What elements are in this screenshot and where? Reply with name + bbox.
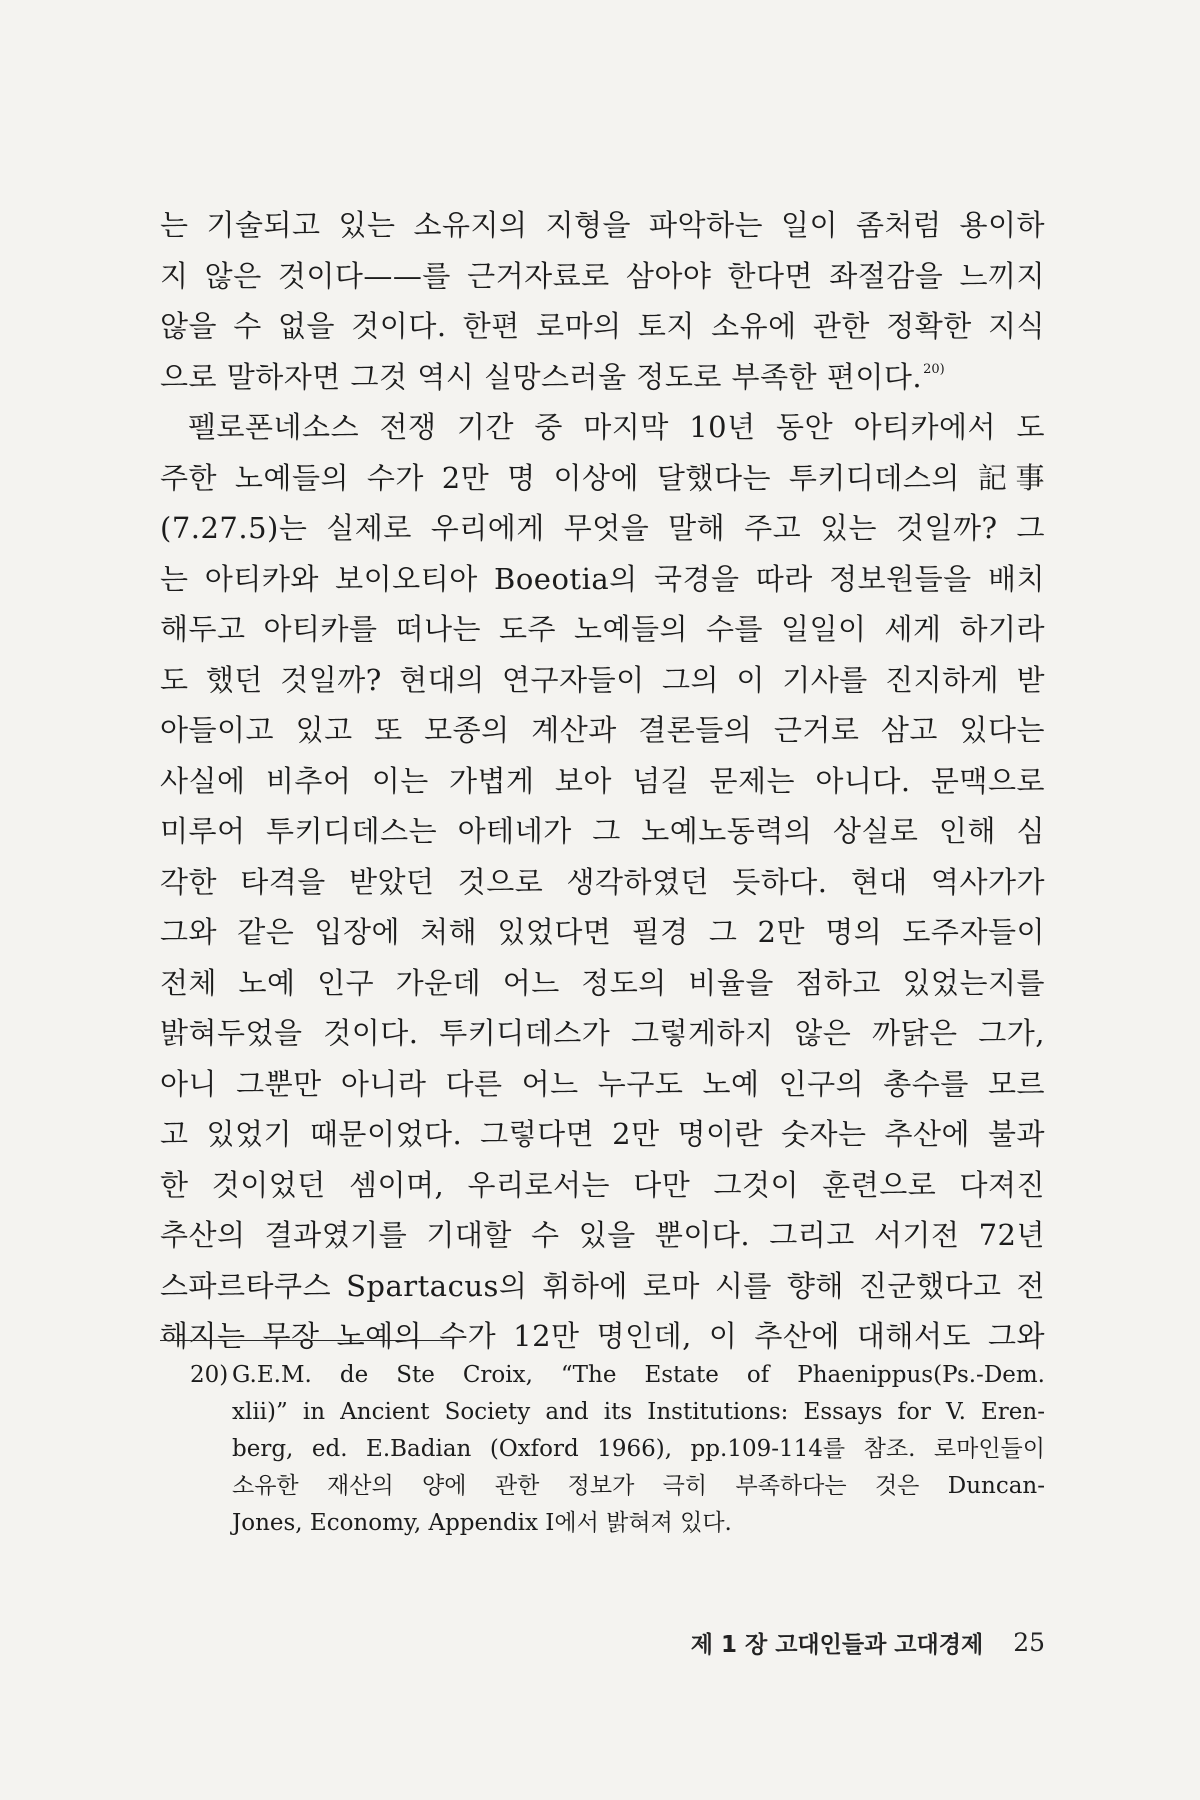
body-line: 는 아티카와 보이오티아 Boeotia의 국경을 따라 정보원들을 배치: [160, 561, 1045, 596]
body-line: 아니 그뿐만 아니라 다른 어느 누구도 노예 인구의 총수를 모르: [160, 1066, 1045, 1101]
body-line: 해지는 무장 노예의 수가 12만 명인데, 이 추산에 대해서도 그와: [160, 1319, 1045, 1353]
body-line: 미루어 투키디데스는 아테네가 그 노예노동력의 상실로 인해 심: [160, 814, 1045, 848]
body-line: 그와 같은 입장에 처해 있었다면 필경 그 2만 명의 도주자들이: [160, 915, 1045, 949]
body-line: 않을 수 없을 것이다. 한편 로마의 토지 소유에 관한 정확한 지식: [160, 309, 1045, 343]
body-line: 추산의 결과였기를 기대할 수 있을 뿐이다. 그리고 서기전 72년: [160, 1218, 1045, 1252]
footnote-text: [232, 1357, 1045, 1542]
page-number: 25: [1013, 1627, 1045, 1657]
body-line: 펠로폰네소스 전쟁 기간 중 마지막 10년 동안 아티카에서 도: [188, 410, 1045, 444]
footnote-line: xlii)” in Ancient Society and its Institutions: Essays for V. Eren-: [232, 1399, 1045, 1425]
page-footer: [600, 1622, 1045, 1662]
body-text: [160, 200, 1045, 1362]
footnote-line: 소유한 재산의 양에 관한 정보가 극히 부족하다는 것은 Duncan-: [232, 1473, 1045, 1499]
body-line: 밝혀두었을 것이다. 투키디데스가 그렇게하지 않은 까닭은 그가,: [160, 1016, 1045, 1050]
body-line: 사실에 비추어 이는 가볍게 보아 넘길 문제는 아니다. 문맥으로: [160, 763, 1045, 798]
running-head: 제 1 장 고대인들과 고대경제: [690, 1631, 984, 1658]
body-line: (7.27.5)는 실제로 우리에게 무엇을 말해 주고 있는 것일까? 그: [160, 511, 1045, 545]
body-line: 아들이고 있고 또 모종의 계산과 결론들의 근거로 삼고 있다는: [160, 713, 1045, 747]
body-line: 주한 노예들의 수가 2만 명 이상에 달했다는 투키디데스의 記事: [160, 460, 1045, 495]
footnote-reference[interactable]: 20): [923, 361, 945, 377]
body-line: 도 했던 것일까? 현대의 연구자들이 그의 이 기사를 진지하게 받: [160, 662, 1045, 697]
body-line: 는 기술되고 있는 소유지의 지형을 파악하는 일이 좀처럼 용이하: [160, 208, 1045, 242]
body-line: 각한 타격을 받았던 것으로 생각하였던 듯하다. 현대 역사가가: [160, 864, 1045, 899]
footnote: [190, 1357, 1045, 1542]
footnote-entry: [190, 1357, 1045, 1542]
footnote-line: berg, ed. E.Badian (Oxford 1966), pp.109-114를 참조. 로마인들이: [232, 1436, 1045, 1462]
body-line-text: 으로 말하자면 그것 역시 실망스러울 정도로 부족한 편이다.: [160, 359, 923, 394]
body-line: 한 것이었던 셈이며, 우리로서는 다만 그것이 훈련으로 다져진: [160, 1167, 1045, 1202]
body-line: 해두고 아티카를 떠나는 도주 노예들의 수를 일일이 세게 하기라: [160, 612, 1045, 646]
footnote-divider: [160, 1340, 452, 1341]
body-line-with-footnote: [160, 352, 1045, 403]
footnote-number: 20): [190, 1362, 229, 1388]
body-line: 전체 노예 인구 가운데 어느 정도의 비율을 점하고 있었는지를: [160, 965, 1045, 1000]
body-line: 지 않은 것이다——를 근거자료로 삼아야 한다면 좌절감을 느끼지: [160, 258, 1045, 293]
body-line: 고 있었기 때문이었다. 그렇다면 2만 명이란 숫자는 추산에 불과: [160, 1117, 1045, 1151]
body-line: 스파르타쿠스 Spartacus의 휘하에 로마 시를 향해 진군했다고 전: [160, 1268, 1045, 1303]
footnote-line: Jones, Economy, Appendix I에서 밝혀져 있다.: [232, 1510, 732, 1536]
footnote-line: G.E.M. de Ste Croix, “The Estate of Phaenippus(Ps.-Dem.: [232, 1362, 1045, 1388]
